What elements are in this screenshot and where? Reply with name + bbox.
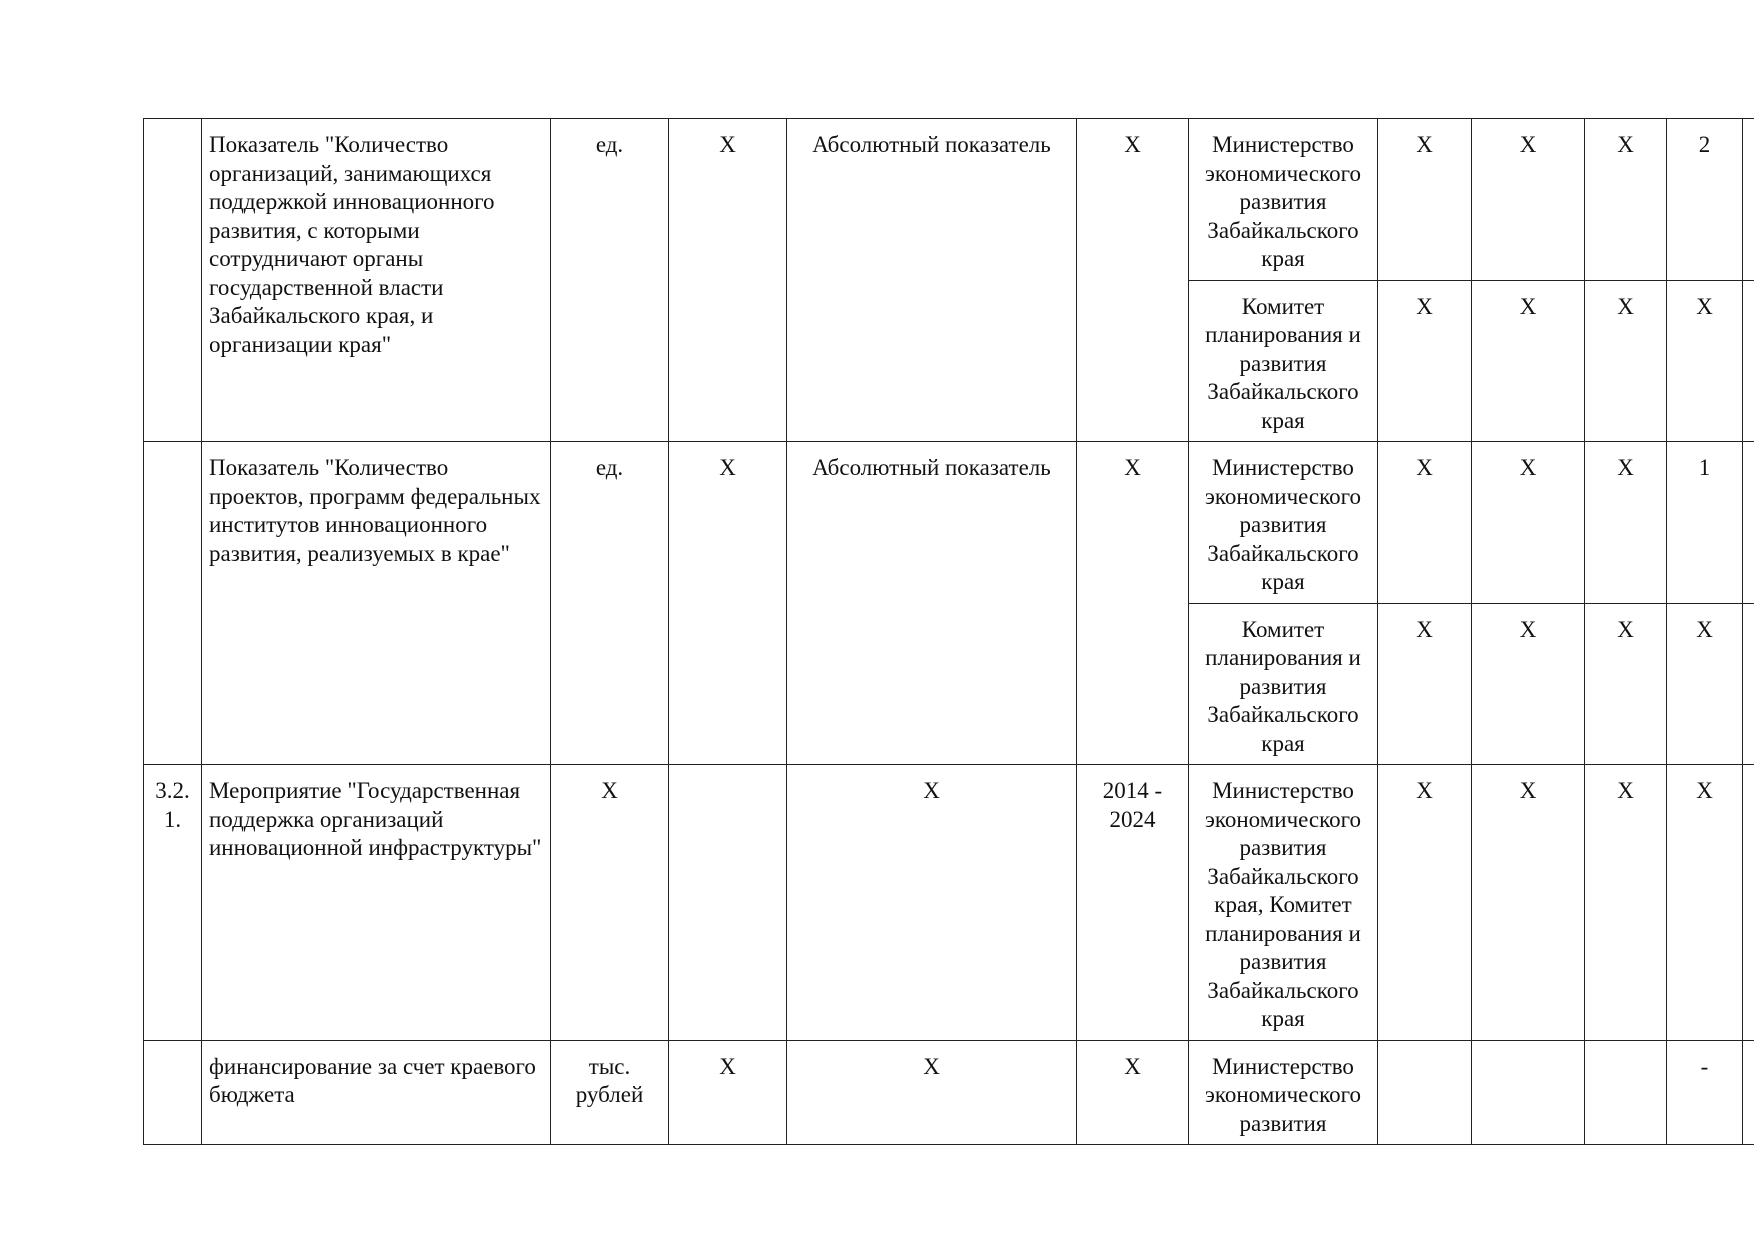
cell-value: X — [1472, 280, 1585, 442]
cell-executor: Министерство экономического развития Забайкальского края — [1189, 442, 1378, 604]
cell-number: 3.2. 1. — [144, 765, 202, 1041]
cell-method: X — [787, 1040, 1077, 1145]
table-row — [144, 1040, 1754, 1145]
cell-col4: X — [669, 1040, 787, 1145]
cell-period: X — [1077, 1040, 1189, 1145]
cell-cutoff — [1743, 442, 1754, 604]
cell-value: X — [1585, 765, 1667, 1041]
cell-value: X — [1472, 442, 1585, 604]
cell-value: X — [1585, 280, 1667, 442]
cell-number — [144, 119, 202, 442]
cell-unit: тыс. рублей — [551, 1040, 669, 1145]
cell-method: Абсолютный показатель — [787, 442, 1077, 765]
cell-cutoff — [1743, 765, 1754, 1041]
cell-executor: Министерство экономического развития — [1189, 1040, 1378, 1145]
cell-col4 — [669, 765, 787, 1041]
cell-col4: X — [669, 119, 787, 442]
cell-method: X — [787, 765, 1077, 1041]
cell-value: X — [1472, 603, 1585, 765]
table-row — [144, 442, 1754, 604]
cell-unit: X — [551, 765, 669, 1041]
cell-cutoff — [1743, 1040, 1754, 1145]
cell-value: 1 — [1667, 442, 1743, 604]
cell-number — [144, 1040, 202, 1145]
cell-period: 2014 - 2024 — [1077, 765, 1189, 1041]
cell-indicator-name: Мероприятие "Государственная поддержка организаций инновационной инфраструктуры" — [202, 765, 551, 1041]
cell-value — [1472, 1040, 1585, 1145]
cell-value — [1378, 1040, 1472, 1145]
cell-value: - — [1667, 1040, 1743, 1145]
cell-value: X — [1472, 119, 1585, 281]
cell-value: X — [1585, 442, 1667, 604]
cell-executor: Комитет планирования и развития Забайкальского края — [1189, 603, 1378, 765]
cell-value: X — [1378, 442, 1472, 604]
cell-indicator-name: финансирование за счет краевого бюджета — [202, 1040, 551, 1145]
cell-cutoff — [1743, 603, 1754, 765]
cell-value: X — [1378, 119, 1472, 281]
table-row — [144, 119, 1754, 281]
cell-period: X — [1077, 119, 1189, 442]
cell-value: X — [1378, 280, 1472, 442]
cell-col4: X — [669, 442, 787, 765]
cell-value: X — [1472, 765, 1585, 1041]
cell-value — [1585, 1040, 1667, 1145]
cell-executor: Министерство экономического развития Забайкальского края, Комитет планирования и развития Забайкальского края — [1189, 765, 1378, 1041]
cell-indicator-name: Показатель "Количество проектов, программ федеральных институтов инновационного развития, реализуемых в крае" — [202, 442, 551, 765]
cell-executor: Министерство экономического развития Забайкальского края — [1189, 119, 1378, 281]
cell-value: X — [1378, 603, 1472, 765]
cell-cutoff — [1743, 280, 1754, 442]
cell-number — [144, 442, 202, 765]
cell-value: X — [1667, 603, 1743, 765]
table-row — [144, 765, 1754, 1041]
cell-value: X — [1585, 119, 1667, 281]
cell-value: X — [1667, 765, 1743, 1041]
cell-method: Абсолютный показатель — [787, 119, 1077, 442]
cell-value: X — [1585, 603, 1667, 765]
cell-unit: ед. — [551, 119, 669, 442]
indicators-table — [143, 118, 1754, 1145]
cell-executor: Комитет планирования и развития Забайкальского края — [1189, 280, 1378, 442]
cell-value: 2 — [1667, 119, 1743, 281]
cell-value: X — [1378, 765, 1472, 1041]
cell-cutoff — [1743, 119, 1754, 281]
cell-period: X — [1077, 442, 1189, 765]
cell-unit: ед. — [551, 442, 669, 765]
cell-value: X — [1667, 280, 1743, 442]
cell-indicator-name: Показатель "Количество организаций, занимающихся поддержкой инновационного развития, с которыми сотрудничают органы государственной власти Забайкальского края, и организации края" — [202, 119, 551, 442]
